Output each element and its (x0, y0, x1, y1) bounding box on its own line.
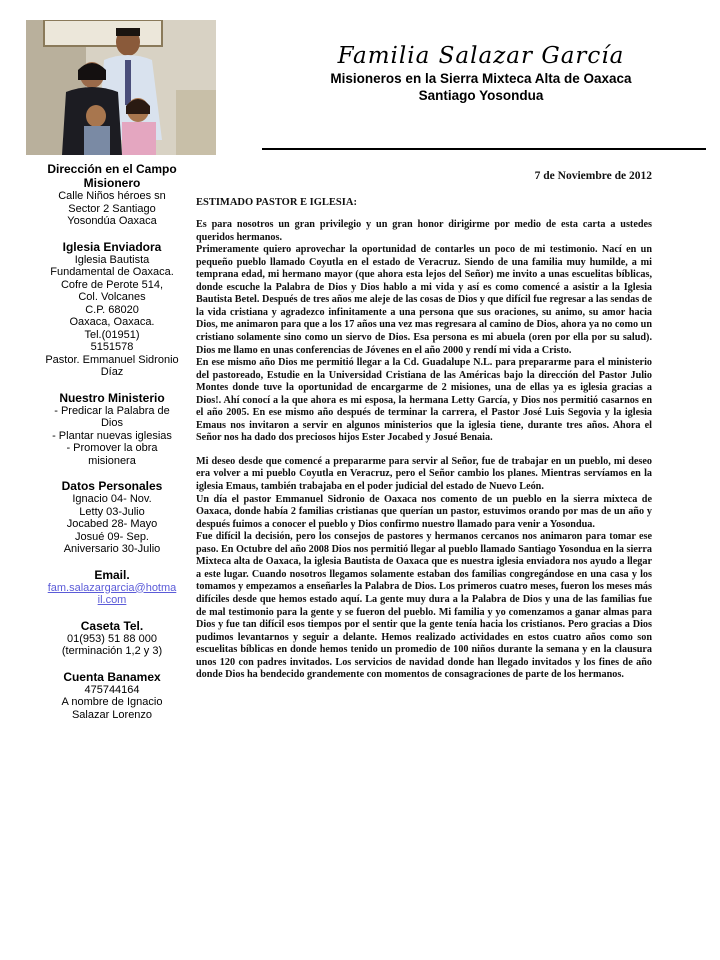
church-line: Iglesia Bautista (74, 253, 150, 266)
ministry-line: misionera (88, 454, 136, 467)
letter-paragraph: Fue difícil la decisión, pero los consejos de pastores y hermanos cercanos nos animaron para tomar ese paso. En Octubre del año 2008 Dios nos permitió llegar al pueblo llamado Santiago Yosondua en la sierra Mixteca alta de Oaxaca, la iglesia Bautista de Oaxaca que es nuestra iglesia enviadora nos ayudo a llegar a este lugar. Cuando nosotros llegamos solamente estaban dos familias congregándose en una casa y los tomamos y empezamos a enseñarles la Palabra de Dios. Los primeros cuatro meses, fueron los meses más difíciles desde que hemos estado aquí. La gente muy dura a la Palabra de Dios y una de las familias fue de mal testimonio para la gente y se fueron del pueblo. Mi familia y yo comenzamos a ganar almas para Dios y fue tan difícil esos tiempos por el sentir que la gente tenía hacia los cristianos. Pero gracias a Dios pudimos levantarnos y seguir a delante. Hemos realizado actividades en estos cuatro años como son escuelitas bíblicas en donde hemos tenido un promedio de 100 niños durante la semana y en la clausura unos 120 con padres invitados. Los servicios de navidad donde han llegado invitados y los fines de año donde Dios ha bendecido grandemente con momentos de consagraciones de parte de los hermanos. (196, 531, 652, 681)
personal-line: Josué 09- Sep. (75, 530, 149, 543)
phone-line: (terminación 1,2 y 3) (61, 645, 163, 657)
header-location: Santiago Yosondua (418, 88, 544, 103)
family-photo-illustration (26, 20, 216, 155)
letter-paragraph: Primeramente quiero aprovechar la oportunidad de contarles un poco de mi testimonio. Nací en un pequeño pueblo llamado Coyutla en el estado de Veracruz. Siendo de una familia muy humilde, a mi temprana edad, mi hermano mayor (que ahora esta lejos del Señor) me invito a unas escuelitas bíblicas, donde escuche la Palabra de Dios y Dios hablo a mi vida y así es como comencé a asistir a la Iglesia Bautista Betel. Después de tres años me aleje de las cosas de Dios y que difícil fue regresar a las sendas de la vida cristiana y agradezco infinitamente a una persona que sus oraciones, su animo, su amor hacia Dios, me animaron para que a los 17 años una vez mas regresara al camino de Dios, ahora ya no como un cristiano solamente sino como un siervo de Dios. Esa persona es mi abuela (oren por ella por su salud). Dios me llamo en unas conferencias de Jóvenes en el año 2000 y rendí mi vida a Cristo. (196, 244, 652, 356)
email-title: Email. (94, 567, 130, 582)
church-line: Cofre de Perote 514, (60, 278, 164, 291)
church-line: Oaxaca, Oaxaca. (69, 316, 155, 328)
personal-line: Ignacio 04- Nov. (72, 493, 152, 505)
family-name: Familia Salazar García (337, 43, 625, 69)
address-line: Calle Niños héroes sn (58, 190, 166, 202)
church-line: Pastor. Emmanuel Sidronio (45, 353, 179, 366)
letter-paragraph: En ese mismo año Dios me permitió llegar a la Cd. Guadalupe N.L. para prepararme para el ministerio del pastoreado, Estudie en la Universidad Cristiana de las Américas bajo la dirección del Pastor Julio Montes donde tuve la oportunidad de encargarme de 2 misiones, una de ellas ya es iglesia gracias a Dios!. Ahí conocí a la que ahora es mi esposa, la hermana Letty García, y Dios nos permitió casarnos en el año 2005. En ese mismo año después de terminar la carrera, el Pastor José Luis Segovia y la iglesia Emaus nos invitaron a servir en algunos ministerios que la iglesia tiene, durante tres años. Ahora el Señor nos ha dado dos preciosos hijos Ester Jocabed y Josué Benaia. (196, 357, 652, 444)
ministry-line: - Predicar la Palabra de (54, 404, 170, 417)
letter-date: 7 de Noviembre de 2012 (534, 170, 652, 182)
email-link-part[interactable]: il.com (97, 594, 127, 606)
bank-line: 475744164 (84, 683, 140, 696)
phone-line: 01(953) 51 88 000 (67, 632, 157, 645)
email-link-part[interactable]: fam.salazargarcia@hotma (47, 581, 177, 594)
letter-body (196, 170, 652, 682)
ministry-line: - Plantar nuevas iglesias (52, 429, 172, 442)
church-line: Col. Volcanes (78, 291, 146, 303)
address-line: Yosondúa Oaxaca (67, 215, 157, 227)
ministry-line: Dios (100, 417, 123, 429)
church-line: Tel.(01951) (84, 328, 140, 341)
letter-salutation: ESTIMADO PASTOR E IGLESIA: (196, 196, 357, 208)
header-subtitle: Misioneros en la Sierra Mixteca Alta de Oaxaca (330, 71, 632, 86)
church-line: C.P. 68020 (85, 303, 139, 316)
letter-paragraph: Es para nosotros un gran privilegio y un gran honor dirigirme por medio de esta carta a ustedes queridos hermanos. (196, 219, 652, 243)
personal-line: Letty 03-Julio (79, 505, 145, 518)
email-link[interactable] (26, 582, 198, 607)
ministry-line: - Promover la obra (66, 442, 158, 454)
bank-line: Salazar Lorenzo (71, 708, 153, 721)
sidebar (26, 162, 198, 721)
phone-title: Caseta Tel. (80, 618, 144, 633)
ministry-title: Nuestro Ministerio (59, 390, 165, 405)
address-line: Sector 2 Santiago (68, 202, 156, 215)
church-title: Iglesia Enviadora (62, 239, 162, 254)
bank-title: Cuenta Banamex (63, 669, 161, 684)
personal-title: Datos Personales (61, 479, 163, 493)
letter-header (262, 42, 700, 104)
letter-paragraph: Mi deseo desde que comencé a prepararme para servir al Señor, fue de trabajar en un pueblo, mi deseo era volver a mi pueblo Coyutla en Veracruz, pero el Señor cambio los planes. Mientras servíamos en la iglesia Emaus, también trabajaba en el poder judicial del estado de Nuevo León. (196, 455, 652, 493)
header-divider (262, 148, 706, 150)
church-line: 5151578 (90, 341, 134, 353)
church-line: Fundamental de Oaxaca. (50, 266, 174, 278)
bank-line: A nombre de Ignacio (61, 696, 163, 708)
letter-paragraph: Un día el pastor Emmanuel Sidronio de Oaxaca nos comento de un pueblo en la sierra mixteca de Oaxaca, donde había 2 familias cristianas que querían un pastor, estuvimos orando por mas de un año y después fuimos a conocer el pueblo y Dios confirmo nuestro llamado para venir a Yosondua. (196, 493, 652, 530)
church-line: Díaz (100, 366, 124, 378)
personal-line: Jocabed 28- Mayo (66, 518, 158, 530)
address-title: Dirección en el Campo Misionero (47, 162, 177, 190)
family-photo (26, 20, 216, 155)
personal-line: Aniversario 30-Julio (63, 543, 161, 555)
